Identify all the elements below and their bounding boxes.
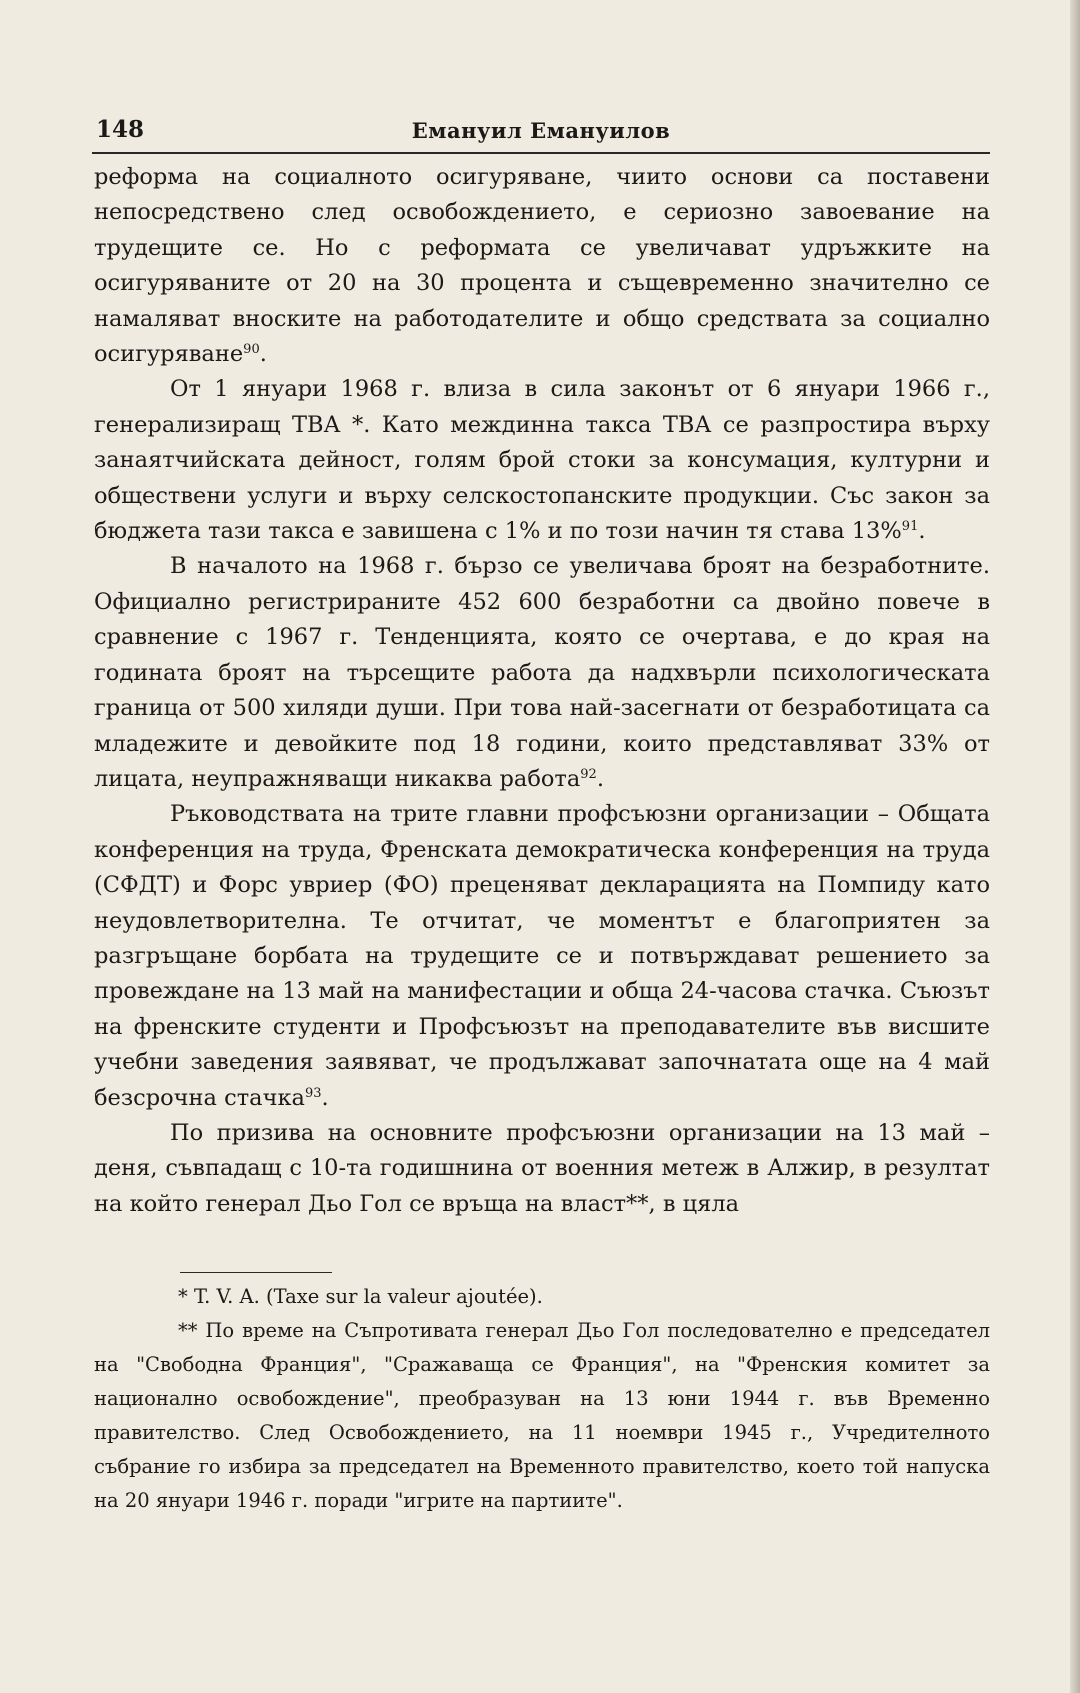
footnote: ** По време на Съпротивата генерал Дьо Гол последователно е председател на "Свободна Франция", "Сражаваща се Франция", на "Френския комитет за национално освобождение", преобразуван на 13 юни 1944 г. във Временно правителство. След Освобождението, на 11 ноември 1945 г., Учредителното събрание го избира за председател на Временното правителство, което той напуска на 20 януари 1946 г. поради "игрите на партиите". (94, 1319, 990, 1512)
note-ref: 90 (243, 342, 260, 358)
paragraph: От 1 януари 1968 г. влиза в сила законът от 6 януари 1966 г., генерализиращ ТВА *. Като междинна такса ТВА се разпростира върху занаятчийската дейност, голям брой стоки за консумация, културни и обществени услуги и върху селскостопанските продукции. Със закон за бюджета тази такса е завишена с 1% и по този начин тя става 13%$^{91}$. (94, 376, 990, 545)
paragraph: По призива на основните профсъюзни организации на 13 май – деня, съвпадащ с 10-та годишнина от военния метеж в Алжир, в резултат на който генерал Дьо Гол се връща на власт**, в цяла (94, 1119, 990, 1217)
page-header (92, 112, 990, 154)
paragraph: реформа на социалното осигуряване, чиито основи са поставени непосредствено след освобождението, е сериозно завоевание на трудещите се. Но с реформата се увеличават удръжките на осигуряваните от 20 на 30 процента и същевременно значително се намаляват вноските на работодателите и общо средствата за социално осигуряване$^{90}$. (94, 164, 990, 368)
footnote-separator (180, 1272, 332, 1273)
footnote: * T. V. A. (Taxe sur la valeur ajoutée). (178, 1285, 543, 1308)
page-edge-shadow (1070, 0, 1080, 1693)
paragraph: В началото на 1968 г. бързо се увеличава броят на безработните. Официално регистрираните 452 600 безработни са двойно повече в сравнение с 1967 г. Тенденцията, която се очертава, е до края на годината броят на търсещите работа да надхвърли психологическата граница от 500 хиляди души. При това най-засегнати от безработицата са младежите и девойките под 18 години, които представляват 33% от лицата, неупражняващи никаква работа$^{92}$. (94, 553, 990, 792)
paragraph: Ръководствата на трите главни профсъюзни организации – Общата конференция на труда, Френската демократическа конференция на труда (СФДТ) и Форс увриер (ФО) преценяват декларацията на Помпиду като неудовлетворителна. Те отчитат, че моментът е благоприятен за разгръщане борбата на трудещите се и потвърждават решението за провеждане на 13 май на манифестации и обща 24-часова стачка. Съюзът на френските студенти и Профсъюзът на преподавателите във висшите учебни заведения заявяват, че продължават започнатата още на 4 май безсрочна стачка$^{93}$. (94, 801, 990, 1111)
running-title: Емануил Емануилов (411, 118, 671, 143)
note-ref: 92 (580, 766, 597, 782)
page-number: 148 (96, 116, 145, 143)
note-ref: 91 (901, 519, 919, 535)
footnotes (94, 1280, 990, 1518)
main-text (94, 160, 990, 1222)
note-ref: 93 (304, 1085, 322, 1101)
